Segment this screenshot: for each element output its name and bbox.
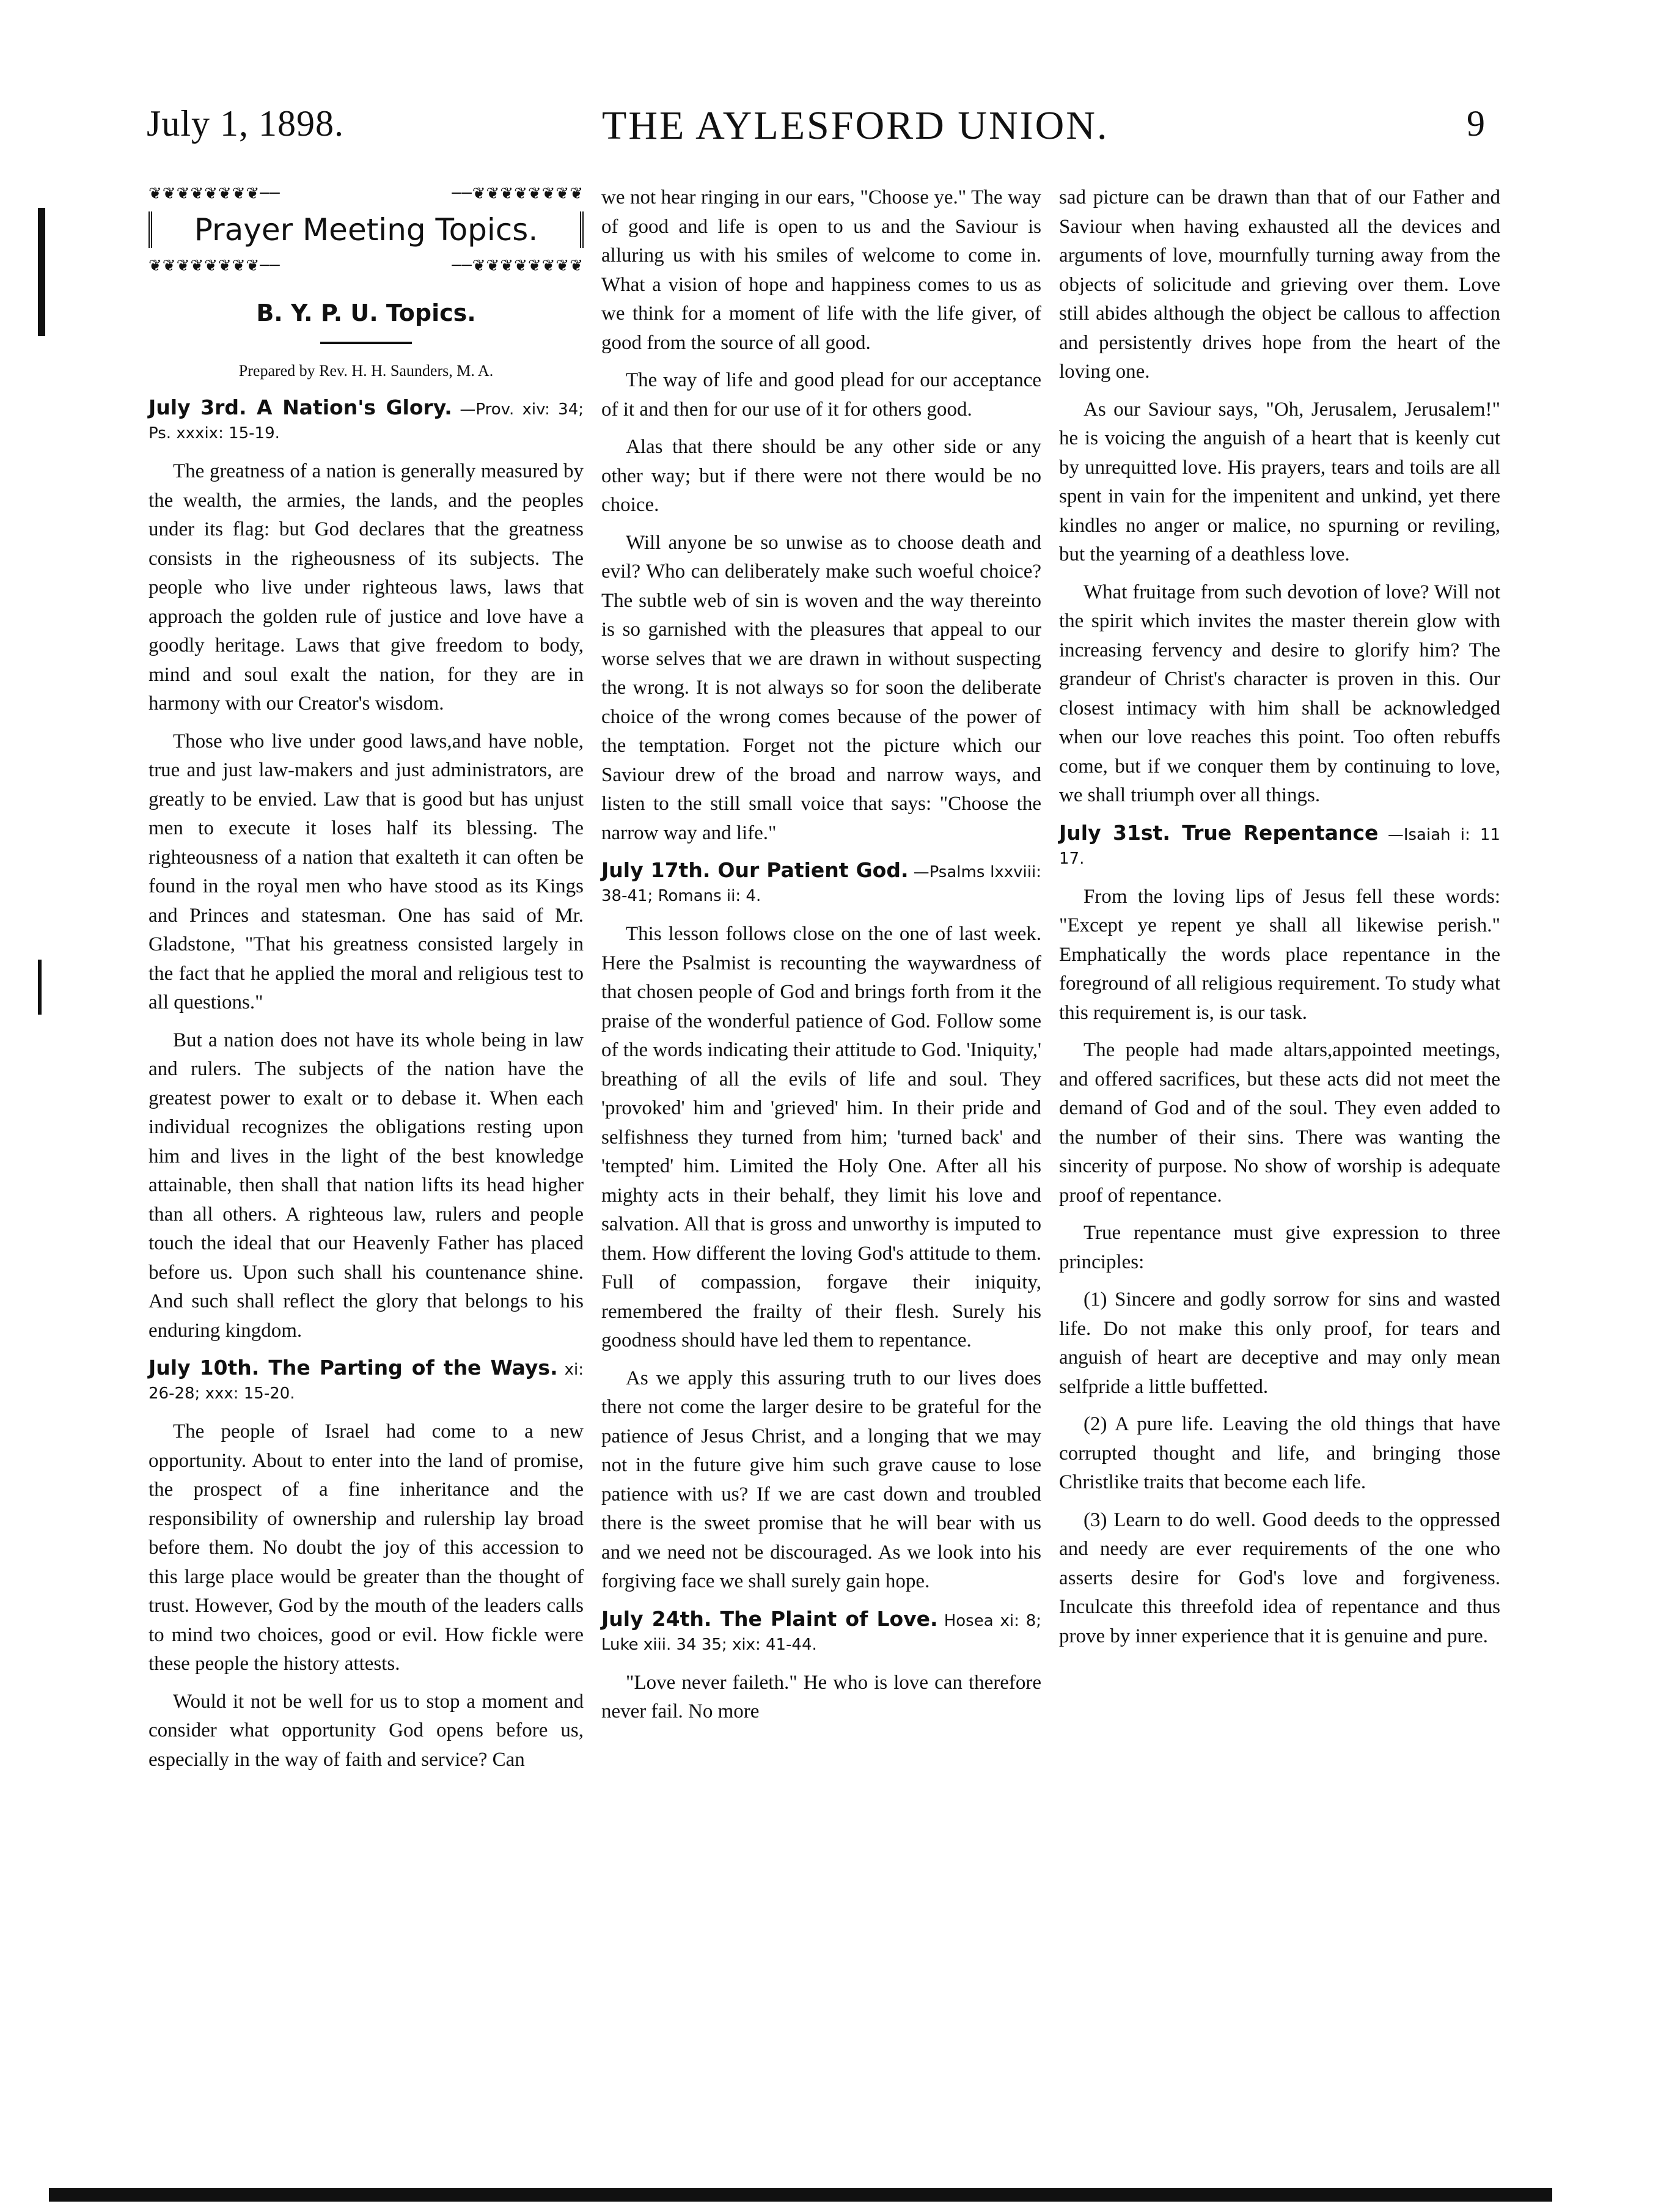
divider bbox=[320, 342, 412, 344]
paragraph: (1) Sincere and godly sorrow for sins and wasted life. Do not make this only proof, for tears and anguish of heart are deceptive and may only mean selfpride a little buffetted. bbox=[1059, 1288, 1500, 1398]
paragraph: This lesson follows close on the one of last week. Here the Psalmist is recounting the waywardness of that chosen people of God and brings forth from it the praise of the wonderful patience of God. Follow some of the words indicating their attitude to God. 'Iniquity,' breathing of all the evils of life and soul. They 'provoked' him and 'grieved' him. In their pride and selfishness they turned from him; 'turned back' and 'tempted' him. Limited the Holy One. After all his mighty acts in their behalf, they limit his love and salvation. All that is gross and unworthy is imputed to them. How different the loving God's attitude to them. Full of compassion, forgave their iniquity, remembered the frailty of their flesh. Surely his goodness should have led them to repentance. bbox=[601, 923, 1041, 1351]
byline: Prepared by Rev. H. H. Saunders, M. A. bbox=[238, 361, 494, 380]
column-2 bbox=[601, 183, 1041, 1735]
topic-title: July 24th. The Plaint of Love. bbox=[601, 1606, 938, 1631]
paragraph: Those who live under good laws,and have noble, true and just law-makers and just administrators, are greatly to be envied. Law that is good but has unjust men to execute it loses half its blessing. The righteousness of a nation that exalteth it can often be found in the royal men who have stood as its Kings and Princes and statesman. One has said of Mr. Gladstone, "That his greatness consisted largely in the fact that he applied the moral and religious test to all questions." bbox=[148, 730, 584, 1013]
paragraph: sad picture can be drawn than that of our Father and Saviour when having exhausted all the devices and arguments of love, mournfully turning away from the objects of solicitude and grieving over them. Love still abides although the object be callous to affection and persistently drives hope from the heart of the loving one. bbox=[1059, 186, 1500, 383]
ornament-left: ❦❦❦❦❦❦❦❦── bbox=[148, 185, 280, 203]
topic-heading bbox=[601, 859, 1041, 908]
ornament-row bbox=[148, 180, 584, 209]
paragraph: Will anyone be so unwise as to choose death and evil? Who can deliberately make such woeful choice? The subtle web of sin is woven and the way thereinto is so garnished with the pleasures that appeal to our worse selves that we are drawn in without suspecting the wrong. It is not always so for soon the deliberate choice of the wrong comes because of the power of the temptation. Forget not the picture which our Saviour drew of the broad and narrow ways, and listen to the still small voice that says: "Choose the narrow way and life." bbox=[601, 531, 1041, 844]
margin-mark bbox=[38, 208, 45, 336]
ornament-right: ──❦❦❦❦❦❦❦❦ bbox=[452, 185, 584, 203]
topic-title: July 10th. The Parting of the Ways. bbox=[148, 1356, 558, 1380]
topic-title: July 17th. Our Patient God. bbox=[601, 858, 909, 882]
paragraph: From the loving lips of Jesus fell these words: "Except ye repent ye shall all likewise perish." Emphatically the words place repentance in the foreground of all religious requirement. To study what this requirement is, is our task. bbox=[1059, 885, 1500, 1024]
paragraph: True repentance must give expression to three principles: bbox=[1059, 1222, 1500, 1273]
paragraph: Alas that there should be any other side or any other way; but if there were not there would be no choice. bbox=[601, 436, 1041, 516]
paragraph: As our Saviour says, "Oh, Jerusalem, Jerusalem!" he is voicing the anguish of a heart that is keenly cut by unrequitted love. His prayers, tears and toils are all spent in vain for the impenitent and unkind, yet there kindles no anger or malice, no spurning or reviling, but the yearning of a deathless love. bbox=[1059, 398, 1500, 565]
issue-date: July 1, 1898. bbox=[147, 103, 345, 144]
topic-title: July 31st. True Repentance bbox=[1059, 820, 1379, 845]
topic-reference: —Isaiah i: 11 17. bbox=[1059, 825, 1500, 868]
masthead-title: THE AYLESFORD UNION. bbox=[602, 103, 1109, 148]
paragraph: we not hear ringing in our ears, "Choose ye." The way of good and life is open to us and the Saviour is alluring us with his smiles of welcome to come in. What a vision of hope and happiness comes to us as we think for a moment of life with the life giver, of good from the source of all good. bbox=[601, 186, 1041, 354]
paragraph: The way of life and good plead for our acceptance of it and then for our use of it for others good. bbox=[601, 369, 1041, 421]
ornament-right: ──❦❦❦❦❦❦❦❦ bbox=[452, 256, 584, 275]
bottom-border bbox=[49, 2188, 1552, 2202]
topic-heading bbox=[148, 396, 584, 445]
topic-reference: Hosea xi: 8; Luke xiii. 34 35; xix: 41-44. bbox=[601, 1611, 1041, 1654]
paragraph: Would it not be well for us to stop a moment and consider what opportunity God opens before us, especially in the way of faith and service? Can bbox=[148, 1690, 584, 1771]
paragraph: What fruitage from such devotion of love? Will not the spirit which invites the master therein glow with increasing fervency and desire to glorify him? The grandeur of Christ's character is proven in this. Our closest intimacy with him shall be acknowledged when our love reaches this point. Too often rebuffs come, but if we conquer them by continuing to love, we shall triumph over all things. bbox=[1059, 581, 1500, 806]
paragraph: The greatness of a nation is generally measured by the wealth, the armies, the lands, and the peoples under its flag: but God declares that the greatness consists in the righeousness of its subjects. The people who live under righteous laws, laws that approach the golden rule of justice and love have a goodly heritage. Laws that give freedom to body, mind and soul exalt the nation, for they are in harmony with our Creator's wisdom. bbox=[148, 460, 584, 715]
topic-reference: —Psalms lxxviii: 38-41; Romans ii: 4. bbox=[601, 863, 1041, 905]
page-number: 9 bbox=[1467, 103, 1486, 144]
topic-reference: xi: 26-28; xxx: 15-20. bbox=[148, 1361, 584, 1403]
paragraph: The people of Israel had come to a new opportunity. About to enter into the land of promise, the prospect of a fine inheritance and the responsibility of ownership and rulership lay broad before them. No doubt the joy of this accession to this large place would be greater than the thought of trust. However, God by the mouth of the leaders calls to mind two choices, good or evil. How fickle were these people the history attests. bbox=[148, 1420, 584, 1675]
paragraph: "Love never faileth." He who is love can therefore never fail. No more bbox=[601, 1671, 1041, 1722]
topic-heading bbox=[148, 1356, 584, 1405]
section-title: Prayer Meeting Topics. bbox=[148, 211, 584, 248]
topic-reference: —Prov. xiv: 34; Ps. xxxix: 15-19. bbox=[148, 400, 584, 443]
column-3 bbox=[1059, 183, 1500, 1659]
ornament-row bbox=[148, 252, 584, 281]
margin-mark bbox=[38, 960, 42, 1015]
paragraph: (2) A pure life. Leaving the old things that have corrupted thought and life, and bringing those Christlike traits that become each life. bbox=[1059, 1413, 1500, 1493]
topic-title: July 3rd. A Nation's Glory. bbox=[148, 395, 452, 419]
column-1 bbox=[148, 177, 584, 1783]
paragraph: The people had made altars,appointed meetings, and offered sacrifices, but these acts did not meet the demand of God and of the soul. They even added to the number of their sins. There was wanting the sincerity of purpose. No show of worship is adequate proof of repentance. bbox=[1059, 1039, 1500, 1207]
topic-heading bbox=[601, 1608, 1041, 1656]
paragraph: As we apply this assuring truth to our lives does there not come the larger desire to be grateful for the patience of Jesus Christ, and a longing that we may not in the future give him such grave cause to lose patience with us? If we are cast down and troubled there is the sweet promise that he will bear with us and we need not be discouraged. As we look into his forgiving face we shall surely gain hope. bbox=[601, 1367, 1041, 1592]
ornament-left: ❦❦❦❦❦❦❦❦── bbox=[148, 256, 280, 275]
topic-heading bbox=[1059, 821, 1500, 870]
paragraph: (3) Learn to do well. Good deeds to the oppressed and needy are ever requirements of the one who asserts desire for God's love and forgiveness. Inculcate this threefold idea of repentance and thus prove by inner experience that it is genuine and pure. bbox=[1059, 1508, 1500, 1647]
section-subtitle: B. Y. P. U. Topics. bbox=[256, 299, 476, 326]
paragraph: But a nation does not have its whole being in law and rulers. The subjects of the nation have the greatest power to exalt or to debase it. When each individual recognizes the obligations resting upon him and lives in the light of the best knowledge attainable, then shall that nation lifts its head higher than all others. A righteous law, rulers and people touch the ideal that our Heavenly Father has placed before us. Upon such shall his countenance shine. And such shall reflect the glory that belongs to his enduring kingdom. bbox=[148, 1029, 584, 1342]
